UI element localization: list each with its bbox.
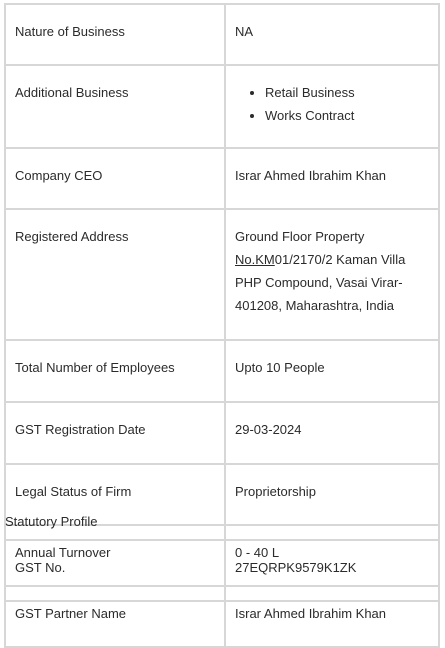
table-row <box>5 4 439 65</box>
nature-of-business-value: NA <box>225 4 439 65</box>
additional-business-label: Additional Business <box>5 65 225 148</box>
nature-of-business-label: Nature of Business <box>5 4 225 65</box>
list-item: • Retail Business <box>265 81 429 104</box>
legal-status-label: Legal Status of Firm <box>5 464 225 525</box>
statutory-profile-table <box>4 539 440 602</box>
table-row <box>5 65 439 148</box>
table-row <box>5 209 439 340</box>
gst-partner-name-value: Israr Ahmed Ibrahim Khan <box>225 586 439 647</box>
legal-status-value: Proprietorship <box>225 464 439 525</box>
additional-business-value <box>225 65 439 148</box>
employee-count-label: Total Number of Employees <box>5 340 225 402</box>
gst-partner-name-label: GST Partner Name <box>5 586 225 647</box>
table-row <box>5 148 439 209</box>
annual-turnover-value: 0 - 40 L <box>225 525 439 586</box>
address-line-3: PHP Compound, Vasai Virar- <box>235 275 403 290</box>
table-row <box>5 540 439 601</box>
company-ceo-value: Israr Ahmed Ibrahim Khan <box>225 148 439 209</box>
gst-number-label: GST No. <box>5 540 225 601</box>
list-item: • Works Contract <box>265 104 429 127</box>
annual-turnover-label: Annual Turnover <box>5 525 225 586</box>
gst-registration-date-label: GST Registration Date <box>5 402 225 464</box>
company-ceo-label: Company CEO <box>5 148 225 209</box>
address-line-1: Ground Floor Property <box>235 229 365 244</box>
gst-number-value: 27EQRPK9579K1ZK <box>225 540 439 601</box>
additional-business-list <box>235 81 429 127</box>
statutory-profile-heading: Statutory Profile <box>5 514 98 529</box>
address-line-2 <box>235 248 429 271</box>
registered-address-value <box>225 209 439 340</box>
table-row <box>5 340 439 402</box>
gst-registration-date-value: 29-03-2024 <box>225 402 439 464</box>
registered-address-label: Registered Address <box>5 209 225 340</box>
employee-count-value: Upto 10 People <box>225 340 439 402</box>
property-number-link[interactable]: No.KM <box>235 252 275 267</box>
table-row <box>5 402 439 464</box>
address-line-4: 401208, Maharashtra, India <box>235 298 394 313</box>
address-line-2-rest: 01/2170/2 Kaman Villa <box>274 252 406 267</box>
